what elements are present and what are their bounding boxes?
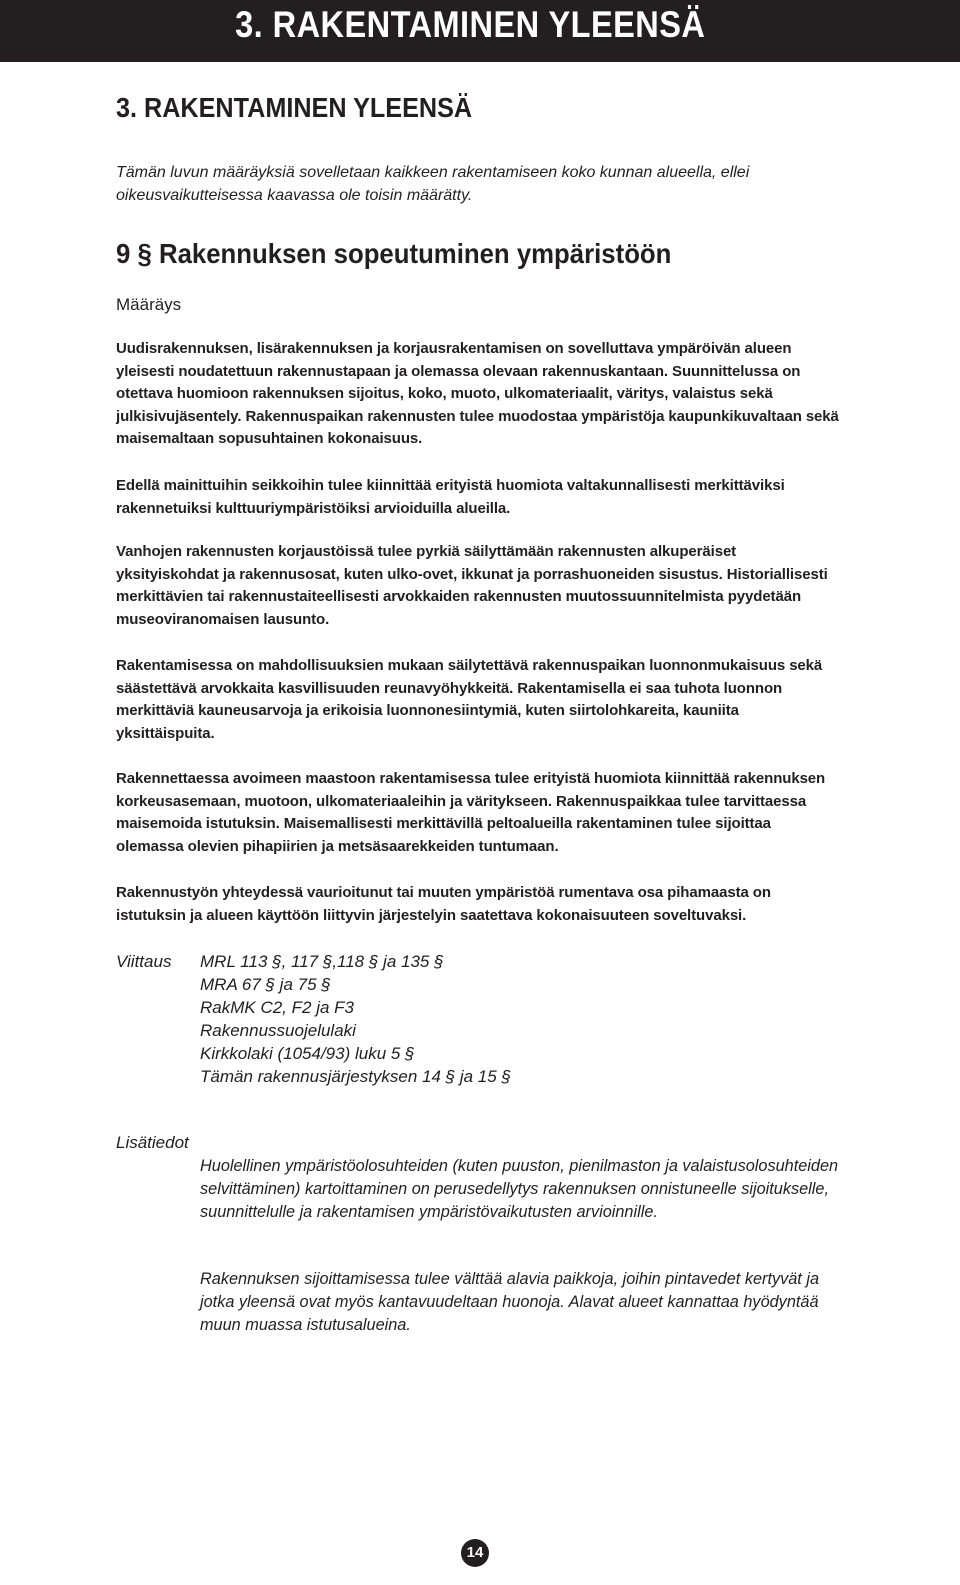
additional-info-label: Lisätiedot [116, 1133, 189, 1152]
regulation-paragraph: Rakennettaessa avoimeen maastoon rakentamisessa tulee erityistä huomiota kiinnittää rakennuksen korkeusasemaan, muotoon, ulkomateriaaleihin ja väritykseen. Rakennuspaikkaa tulee tarvittaessa maisemoida istutuksin. Maisemallisesti merkittävillä peltoalueilla rakentaminen tulee sijoittaa olemassa olevien pihapiirien ja metsäsaarekkeiden tuntumaan. [116, 770, 826, 855]
additional-info-paragraph: Huolellinen ympäristöolosuhteiden (kuten puuston, pienilmaston ja valaistusolosuhteiden selvittäminen) kartoittaminen on perusedellytys rakennuksen onnistuneelle sijoitukselle, suunnittelulle ja rakentamisen ympäristövaikutusten arvioinnille. [200, 1157, 839, 1221]
references-label: Viittaus [116, 952, 172, 971]
reference-item: MRL 113 §, 117 §,118 § ja 135 § [200, 952, 444, 971]
chapter-header-title: 3. RAKENTAMINEN YLEENSÄ [234, 4, 705, 45]
reference-item: Rakennussuojelulaki [200, 1021, 356, 1040]
regulation-label: Määräys [116, 295, 182, 314]
references-list [200, 950, 511, 1088]
reference-item: MRA 67 § ja 75 § [200, 975, 331, 994]
regulation-paragraph: Uudisrakennuksen, lisärakennuksen ja korjausrakentamisen on sovelluttava ympäröivän alueen yleisesti noudatettuun rakennustapaan ja olemassa olevaan rakennuskantaan. Suunnittelussa on otettava huomioon rakennuksen sijoitus, koko, muoto, ulkomateriaalit, väritys, valaistus sekä julkisivujäsentely. Rakennuspaikan rakennusten tulee muodostaa ympäristöja kaupunkikuvaltaan sekä maisemaltaan sopusuhtainen kokonaisuus. [116, 340, 839, 448]
article-heading: 9 § Rakennuksen sopeutuminen ympäristöön [116, 238, 672, 269]
regulation-paragraph: Edellä mainittuihin seikkoihin tulee kiinnittää erityistä huomiota valtakunnallisesti merkittäviksi rakennetuiksi kulttuuriympäristöiksi arvioiduilla alueilla. [116, 477, 785, 517]
chapter-header-bar [0, 0, 960, 62]
reference-item: Tämän rakennusjärjestyksen 14 § ja 15 § [200, 1067, 511, 1086]
section-heading: 3. RAKENTAMINEN YLEENSÄ [116, 92, 473, 123]
regulation-paragraph: Vanhojen rakennusten korjaustöissä tulee pyrkiä säilyttämään rakennusten alkuperäiset yksityiskohdat ja rakennusosat, kuten ulko-ovet, ikkunat ja porrashuoneiden sisustus. Historiallisesti merkittävien tai rakennustaiteellisesti arvokkaiden rakennusten muutossuunnitelmista pyydetään museoviranomaisen lausunto. [116, 543, 828, 628]
section-intro: Tämän luvun määräyksiä sovelletaan kaikkeen rakentamiseen koko kunnan alueella, ellei oikeusvaikutteisessa kaavassa ole toisin määrätty. [116, 164, 750, 204]
reference-item: Kirkkolaki (1054/93) luku 5 § [200, 1044, 415, 1063]
reference-item: RakMK C2, F2 ja F3 [200, 998, 354, 1017]
regulation-paragraph: Rakentamisessa on mahdollisuuksien mukaan säilytettävä rakennuspaikan luonnonmukaisuus sekä säästettävä arvokkaita kasvillisuuden reunavyöhykkeitä. Rakentamisella ei saa tuhota luonnon merkittäviä kauneusarvoja ja erikoisia luonnonesiintymiä, kuten siirtolohkareita, kauniita yksittäispuita. [116, 657, 823, 742]
additional-info-paragraph: Rakennuksen sijoittamisessa tulee välttää alavia paikkoja, joihin pintavedet kertyvät ja jotka yleensä ovat myös kantavuudeltaan huonoja. Alavat alueet kannattaa hyödyntää muun muassa istutusalueina. [200, 1270, 820, 1334]
regulation-paragraph: Rakennustyön yhteydessä vaurioitunut tai muuten ympäristöä rumentava osa pihamaasta on istutuksin ja alueen käyttöön liittyvin järjestelyin saatettava kokonaisuuteen soveltuvaksi. [116, 884, 771, 924]
page-number-badge: 14 [461, 1539, 489, 1567]
